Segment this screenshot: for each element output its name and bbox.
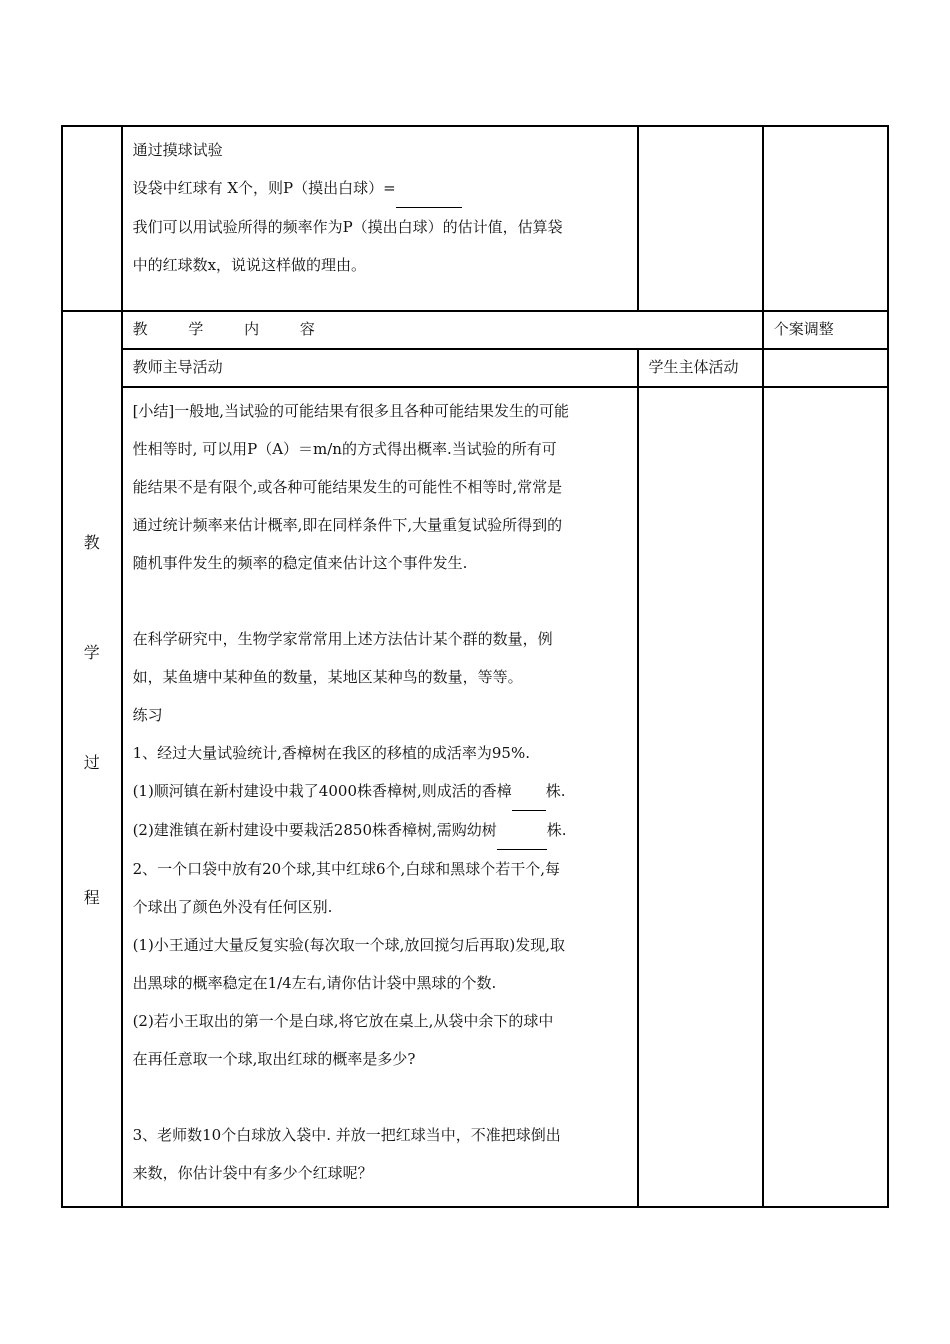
experiment-cell xyxy=(122,126,638,311)
question-2-line-1: 2、一个口袋中放有20个球,其中红球6个,白球和黑球个若干个,每 xyxy=(132,860,561,878)
lesson-plan-table xyxy=(61,125,889,1208)
experiment-title: 通过摸球试验 xyxy=(132,141,223,159)
question-2-line-2: 个球出了颜色外没有任何区别. xyxy=(132,898,333,916)
experiment-line-3: 我们可以用试验所得的频率作为P（摸出白球）的估计值，估算袋 xyxy=(132,218,563,236)
side-cell-top xyxy=(62,126,122,311)
case-adjust-cell xyxy=(763,387,888,1207)
summary-line-1: [小结]一般地,当试验的可能结果有很多且各种可能结果发生的可能 xyxy=(132,402,570,420)
adjust-header-blank xyxy=(763,349,888,387)
experiment-row xyxy=(62,126,888,311)
question-1: 1、经过大量试验统计,香樟树在我区的移植的成活率为95%. xyxy=(132,744,530,762)
student-cell-top xyxy=(638,126,763,311)
q1a-blank xyxy=(512,772,546,811)
case-adjust-header: 个案调整 xyxy=(763,311,888,349)
summary-line-2: 性相等时, 可以用P（A）＝m/n的方式得出概率.当试验的所有可 xyxy=(132,440,557,458)
side-char-3: 过 xyxy=(83,753,100,772)
summary-line-3: 能结果不是有限个,或各种可能结果发生的可能性不相等时,常常是 xyxy=(132,478,563,496)
question-3-line-2: 来数，你估计袋中有多少个红球呢？ xyxy=(132,1164,373,1182)
teacher-activity-header: 教师主导活动 xyxy=(122,349,638,387)
activity-header-row xyxy=(62,349,888,387)
side-char-4: 程 xyxy=(83,888,100,907)
teacher-activity-cell xyxy=(122,387,638,1207)
student-activity-header: 学生主体活动 xyxy=(638,349,763,387)
question-2-line-5: (2)若小王取出的第一个是白球,将它放在桌上,从袋中余下的球中 xyxy=(132,1012,554,1030)
q1b-blank xyxy=(497,811,547,850)
summary-line-5: 随机事件发生的频率的稳定值来估计这个事件发生. xyxy=(132,554,468,572)
question-3-line-1: 3、老师数10个白球放入袋中. 并放一把红球当中，不准把球倒出 xyxy=(132,1126,561,1144)
question-2-line-3: (1)小王通过大量反复实验(每次取一个球,放回搅匀后再取)发现,取 xyxy=(132,936,566,954)
question-2-line-6: 在再任意取一个球,取出红球的概率是多少? xyxy=(132,1050,416,1068)
question-1b: (2)建淮镇在新村建设中要栽活2850株香樟树,需购幼树 株. xyxy=(133,811,629,850)
side-char-1: 教 xyxy=(83,533,100,552)
research-line-1: 在科学研究中，生物学家常常用上述方法估计某个群的数量，例 xyxy=(132,630,553,648)
question-1a: (1)顺河镇在新村建设中栽了4000株香樟树,则成活的香樟 株. xyxy=(133,772,629,811)
side-char-2: 学 xyxy=(83,643,100,662)
student-activity-cell xyxy=(638,387,763,1207)
practice-title: 练习 xyxy=(132,706,163,724)
question-2-line-4: 出黑球的概率稳定在1/4左右,请你估计袋中黑球的个数. xyxy=(132,974,497,992)
experiment-line-4: 中的红球数x，说说这样做的理由。 xyxy=(132,256,367,274)
adjust-cell-top xyxy=(763,126,888,311)
summary-line-4: 通过统计频率来估计概率,即在同样条件下,大量重复试验所得到的 xyxy=(132,516,563,534)
research-line-2: 如，某鱼塘中某种鱼的数量，某地区某种鸟的数量，等等。 xyxy=(132,668,523,686)
main-content-row xyxy=(62,387,888,1207)
content-header-row xyxy=(62,311,888,349)
experiment-question: 设袋中红球有 X个，则P（摸出白球）= xyxy=(133,169,629,208)
teaching-process-label xyxy=(62,311,122,1207)
answer-blank xyxy=(396,169,462,208)
teaching-content-header: 教 学 内 容 xyxy=(122,311,763,349)
